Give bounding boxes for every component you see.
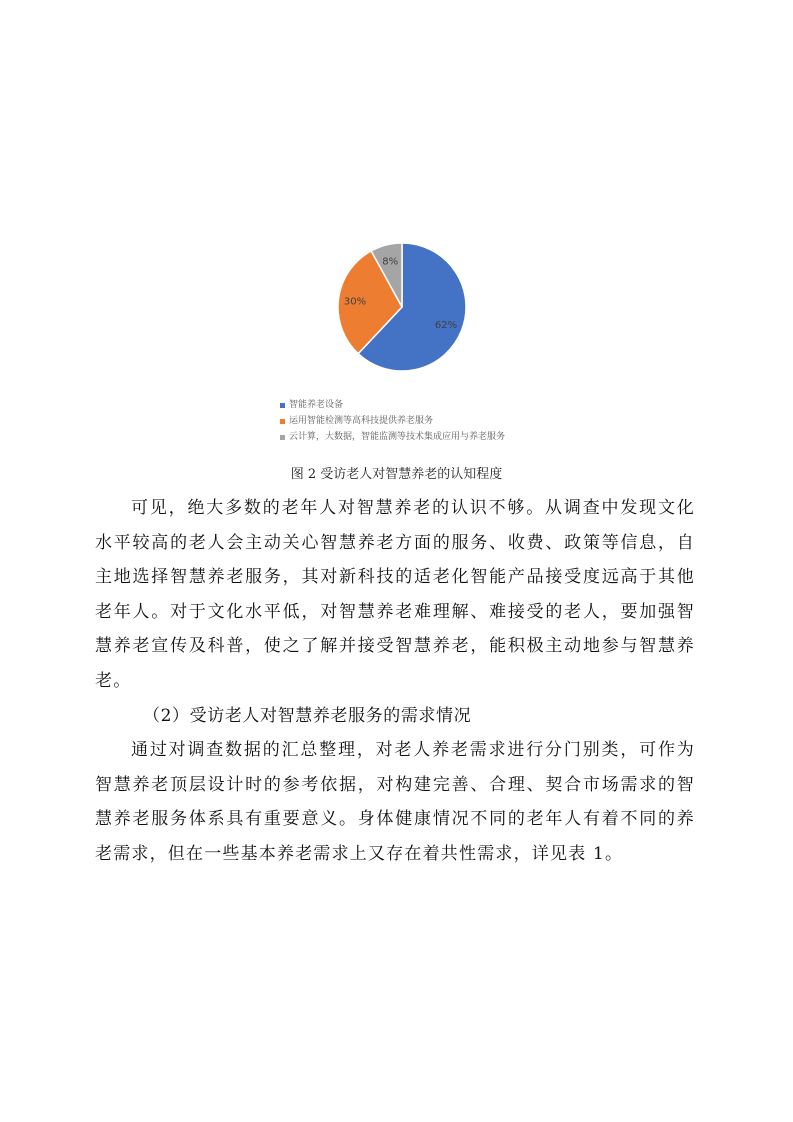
legend-swatch <box>280 403 285 408</box>
section-heading: （2）受访老人对智慧养老服务的需求情况 <box>143 706 472 726</box>
legend-swatch <box>280 419 285 424</box>
legend-label: 云计算，大数据，智能监测等技术集成应用与养老服务 <box>289 432 506 442</box>
chart-legend <box>280 397 505 445</box>
pie-data-label: 30% <box>343 296 367 308</box>
body-paragraph: 通过对调查数据的汇总整理，对老人养老需求进行分门别类，可作为智慧养老顶层设计时的参考依据，对构建完善、合理、契合市场需求的智慧养老服务体系具有重要意义。身体健康情况不同的老年人有着不同的养老需求，但在一些基本养老需求上又存在着共性需求，详见表 1。 <box>95 740 695 864</box>
body-paragraph: 可见，绝大多数的老年人对智慧养老的认识不够。从调查中发现文化水平较高的老人会主动关心智慧养老方面的服务、收费、政策等信息，自主地选择智慧养老服务，其对新科技的适老化智能产品接受度远高于其他老年人。对于文化水平低，对智慧养老难理解、难接受的老人，要加强智慧养老宣传及科普，使之了解并接受智慧养老，能积极主动地参与智慧养老。 <box>95 498 695 691</box>
legend-swatch <box>280 435 285 440</box>
legend-label: 运用智能检测等高科技提供养老服务 <box>289 416 434 426</box>
legend-item <box>280 413 505 429</box>
legend-item <box>280 429 505 445</box>
legend-label: 智能养老设备 <box>289 400 344 410</box>
legend-item <box>280 397 505 413</box>
pie-data-label: 8% <box>382 256 399 268</box>
figure-caption: 图 2 受访老人对智慧养老的认知程度 <box>290 467 503 482</box>
pie-data-label: 62% <box>434 319 458 331</box>
pie-chart <box>0 0 793 400</box>
